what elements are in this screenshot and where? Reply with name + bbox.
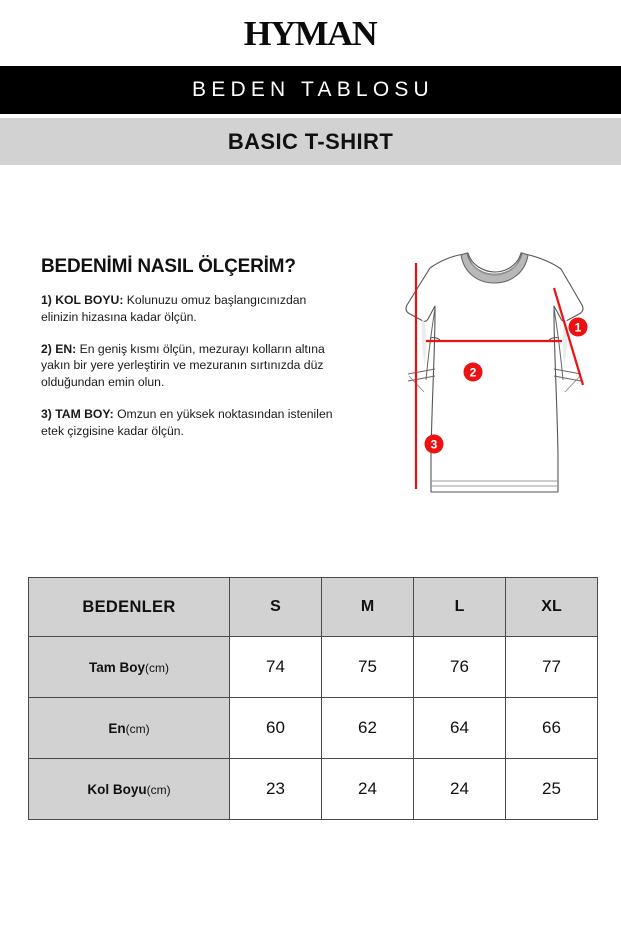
table-header-cell: M (322, 578, 414, 637)
table-cell: 60 (230, 698, 322, 759)
row-label-cell (29, 637, 230, 698)
row-unit-text: (cm) (146, 782, 171, 797)
tshirt-outline (406, 253, 583, 492)
instruction-text: En geniş kısmı ölçün, mezurayı kolların altına yakın bir yere yerleştirin ve mezuranın sırtınızda düz olduğundan emin olun. (41, 341, 325, 390)
svg-text:2: 2 (469, 365, 477, 380)
tshirt-diagram (368, 248, 603, 516)
table-header-cell: XL (506, 578, 598, 637)
svg-text:3: 3 (430, 437, 438, 452)
table-cell: 77 (506, 637, 598, 698)
measure-badge-1 (569, 318, 588, 337)
instruction-label: KOL BOYU: (55, 292, 124, 307)
instruction-number: 1) (41, 292, 52, 307)
instruction-item (41, 292, 341, 326)
row-label-text: En (108, 720, 126, 736)
instruction-label: EN: (55, 341, 77, 356)
brand-logo: HYMAN (244, 13, 377, 53)
row-label-text: Tam Boy (88, 659, 145, 675)
instructions-heading: BEDENİMİ NASIL ÖLÇERİM? (41, 256, 296, 277)
table-cell: 24 (414, 759, 506, 820)
table-cell: 74 (230, 637, 322, 698)
table-cell: 62 (322, 698, 414, 759)
row-label-cell (29, 698, 230, 759)
instruction-number: 3) (41, 407, 52, 422)
instruction-label: TAM BOY: (55, 407, 114, 422)
table-cell: 64 (414, 698, 506, 759)
instruction-number: 2) (41, 341, 52, 356)
row-label-cell (29, 759, 230, 820)
table-row (29, 637, 598, 698)
row-unit-text: (cm) (145, 660, 169, 675)
table-row (29, 698, 598, 759)
table-header-row (29, 578, 598, 637)
row-label-text: Kol Boyu (87, 781, 147, 797)
product-title-band (0, 118, 621, 165)
table-row (29, 759, 598, 820)
brand-header (0, 0, 621, 66)
page-title-band (0, 66, 621, 114)
instruction-item (41, 341, 341, 391)
table-cell: 23 (230, 759, 322, 820)
table-header-cell: S (230, 578, 322, 637)
row-unit-text: (cm) (125, 721, 150, 736)
instruction-item (41, 406, 341, 440)
product-title: BASIC T-SHIRT (227, 128, 394, 154)
table-header-cell: BEDENLER (29, 578, 230, 637)
size-table (28, 577, 598, 820)
table-header-cell: L (414, 578, 506, 637)
instruction-text: Kolunuzu omuz başlangıcınızdan elinizin hizasına kadar ölçün. (41, 292, 307, 324)
measure-badge-3 (425, 435, 444, 454)
measurement-instructions (41, 257, 341, 440)
table-cell: 75 (322, 637, 414, 698)
table-cell: 25 (506, 759, 598, 820)
svg-text:1: 1 (574, 320, 582, 335)
instruction-text: Omzun en yüksek noktasından istenilen etek çizgisine kadar ölçün. (41, 407, 333, 438)
page-title: BEDEN TABLOSU (192, 78, 434, 101)
measure-badge-2 (464, 363, 483, 382)
table-cell: 76 (414, 637, 506, 698)
table-cell: 24 (322, 759, 414, 820)
table-cell: 66 (506, 698, 598, 759)
